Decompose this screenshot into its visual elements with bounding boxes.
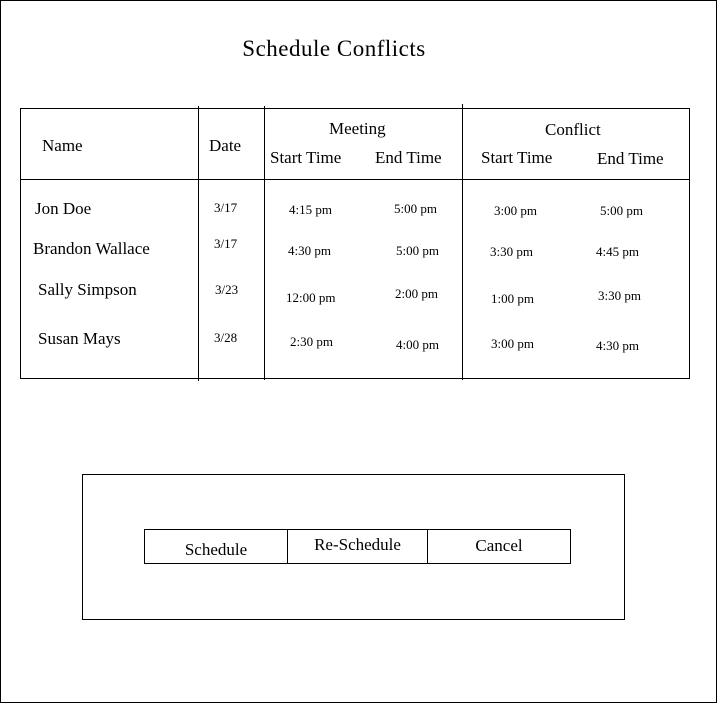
header-divider bbox=[20, 179, 690, 180]
row-meeting-start: 4:15 pm bbox=[289, 202, 332, 217]
row-name: Sally Simpson bbox=[38, 280, 137, 299]
row-meeting-start: 12:00 pm bbox=[286, 290, 336, 305]
row-meeting-end: 4:00 pm bbox=[396, 337, 439, 352]
row-meeting-end: 5:00 pm bbox=[396, 243, 439, 258]
row-name: Jon Doe bbox=[35, 199, 92, 218]
row-meeting-end: 5:00 pm bbox=[394, 201, 437, 216]
header-conflict: Conflict bbox=[545, 120, 601, 139]
header-meeting-end: End Time bbox=[375, 148, 442, 167]
row-date: 3/17 bbox=[214, 236, 238, 251]
row-meeting-start: 2:30 pm bbox=[290, 334, 333, 349]
row-date: 3/23 bbox=[215, 282, 239, 297]
row-meeting-start: 4:30 pm bbox=[288, 243, 331, 258]
header-date: Date bbox=[209, 136, 242, 155]
cancel-button[interactable]: Cancel bbox=[428, 530, 570, 563]
schedule-button[interactable]: Schedule bbox=[145, 530, 288, 563]
row-conflict-start: 3:30 pm bbox=[490, 244, 533, 259]
row-meeting-end: 2:00 pm bbox=[395, 286, 438, 301]
row-conflict-end: 4:45 pm bbox=[596, 244, 639, 259]
column-divider bbox=[264, 106, 265, 380]
header-conflict-start: Start Time bbox=[481, 148, 553, 167]
page-title: Schedule Conflicts bbox=[242, 36, 426, 61]
row-conflict-start: 1:00 pm bbox=[491, 291, 534, 306]
row-name: Brandon Wallace bbox=[33, 239, 150, 258]
row-conflict-start: 3:00 pm bbox=[494, 203, 537, 218]
column-divider bbox=[462, 104, 463, 380]
column-divider bbox=[198, 106, 199, 381]
reschedule-button[interactable]: Re-Schedule bbox=[288, 530, 428, 563]
row-conflict-end: 4:30 pm bbox=[596, 338, 639, 353]
header-meeting: Meeting bbox=[329, 119, 386, 138]
row-conflict-end: 3:30 pm bbox=[598, 288, 641, 303]
header-conflict-end: End Time bbox=[597, 149, 664, 168]
header-meeting-start: Start Time bbox=[270, 148, 342, 167]
row-date: 3/17 bbox=[214, 200, 238, 215]
row-name: Susan Mays bbox=[38, 329, 121, 348]
header-name: Name bbox=[42, 136, 83, 155]
action-button-group bbox=[144, 529, 571, 564]
row-date: 3/28 bbox=[214, 330, 238, 345]
row-conflict-start: 3:00 pm bbox=[491, 336, 534, 351]
row-conflict-end: 5:00 pm bbox=[600, 203, 643, 218]
